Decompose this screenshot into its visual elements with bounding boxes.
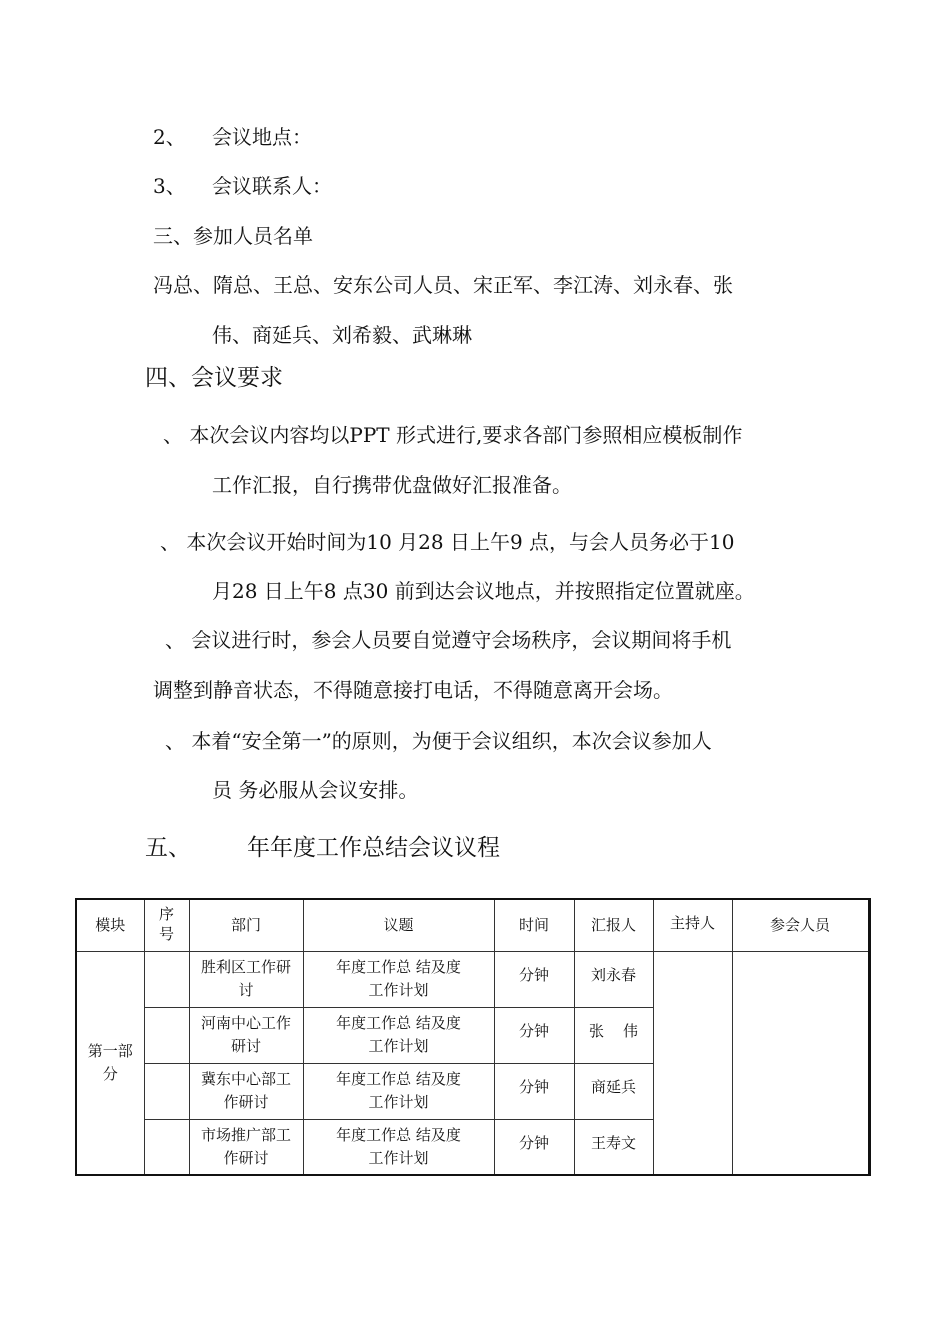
item-2-number: 2、 bbox=[153, 125, 186, 149]
time-cell: 分钟 bbox=[494, 1063, 574, 1119]
seq-cell bbox=[144, 1063, 189, 1119]
reporter-cell: 张 伟 bbox=[574, 1007, 653, 1063]
header-reporter: 汇报人 bbox=[574, 899, 653, 951]
meeting-location-label: 会议地点： bbox=[212, 125, 312, 149]
topic-cell: 年度工作总 结及度工作计划 bbox=[303, 951, 494, 1007]
requirement-4-line-2: 员 务必服从会议安排。 bbox=[212, 778, 419, 802]
header-attendees: 参会人员 bbox=[732, 899, 869, 951]
host-cell bbox=[653, 951, 732, 1175]
header-dept: 部门 bbox=[189, 899, 303, 951]
meeting-contact-label: 会议联系人： bbox=[212, 174, 332, 198]
section-4-heading: 四、会议要求 bbox=[145, 365, 283, 391]
topic-cell: 年度工作总 结及度工作计划 bbox=[303, 1007, 494, 1063]
header-host: 主持人 bbox=[653, 899, 732, 951]
section-3-heading: 三、参加人员名单 bbox=[153, 224, 313, 248]
requirement-2-line-1: 、 本次会议开始时间为10 月28 日上午9 点，与会人员务必于10 bbox=[160, 530, 735, 554]
agenda-table bbox=[75, 898, 871, 1176]
header-module: 模块 bbox=[76, 899, 144, 951]
time-cell: 分钟 bbox=[494, 1119, 574, 1175]
reporter-cell: 刘永春 bbox=[574, 951, 653, 1007]
dept-cell: 河南中心工作研讨 bbox=[189, 1007, 303, 1063]
time-cell: 分钟 bbox=[494, 951, 574, 1007]
section-5-number: 五、 bbox=[145, 835, 191, 861]
time-cell: 分钟 bbox=[494, 1007, 574, 1063]
item-3-number: 3、 bbox=[153, 174, 186, 198]
requirement-4-line-1: 、 本着“安全第一”的原则，为便于会议组织，本次会议参加人 bbox=[165, 729, 712, 753]
attendees-cell bbox=[732, 951, 869, 1175]
seq-cell bbox=[144, 1119, 189, 1175]
attendee-names-line-1: 冯总、隋总、王总、安东公司人员、宋正军、李江涛、刘永春、张 bbox=[153, 273, 733, 297]
seq-cell bbox=[144, 1007, 189, 1063]
table-header-row bbox=[76, 899, 869, 951]
section-5-heading: 年年度工作总结会议议程 bbox=[247, 835, 500, 861]
reporter-cell: 王寿文 bbox=[574, 1119, 653, 1175]
header-topic: 议题 bbox=[303, 899, 494, 951]
header-time: 时间 bbox=[494, 899, 574, 951]
topic-cell: 年度工作总 结及度工作计划 bbox=[303, 1063, 494, 1119]
requirement-1-line-1: 、 本次会议内容均以PPT 形式进行,要求各部门参照相应模板制作 bbox=[163, 423, 743, 447]
attendee-names-line-2: 伟、商延兵、刘希毅、武琳琳 bbox=[212, 323, 472, 347]
requirement-3-line-2: 调整到静音状态，不得随意接打电话，不得随意离开会场。 bbox=[153, 678, 673, 702]
requirement-1-line-2: 工作汇报，自行携带优盘做好汇报准备。 bbox=[212, 473, 572, 497]
reporter-cell: 商延兵 bbox=[574, 1063, 653, 1119]
dept-cell: 市场推广部工作研讨 bbox=[189, 1119, 303, 1175]
topic-cell: 年度工作总 结及度工作计划 bbox=[303, 1119, 494, 1175]
requirement-3-line-1: 、 会议进行时，参会人员要自觉遵守会场秩序，会议期间将手机 bbox=[165, 628, 732, 652]
dept-cell: 胜利区工作研讨 bbox=[189, 951, 303, 1007]
dept-cell: 冀东中心部工作研讨 bbox=[189, 1063, 303, 1119]
module-cell: 第一部分 bbox=[76, 951, 144, 1175]
requirement-2-line-2: 月28 日上午8 点30 前到达会议地点，并按照指定位置就座。 bbox=[212, 579, 755, 603]
seq-cell bbox=[144, 951, 189, 1007]
header-seq: 序号 bbox=[144, 899, 189, 951]
table-row bbox=[76, 951, 869, 1007]
